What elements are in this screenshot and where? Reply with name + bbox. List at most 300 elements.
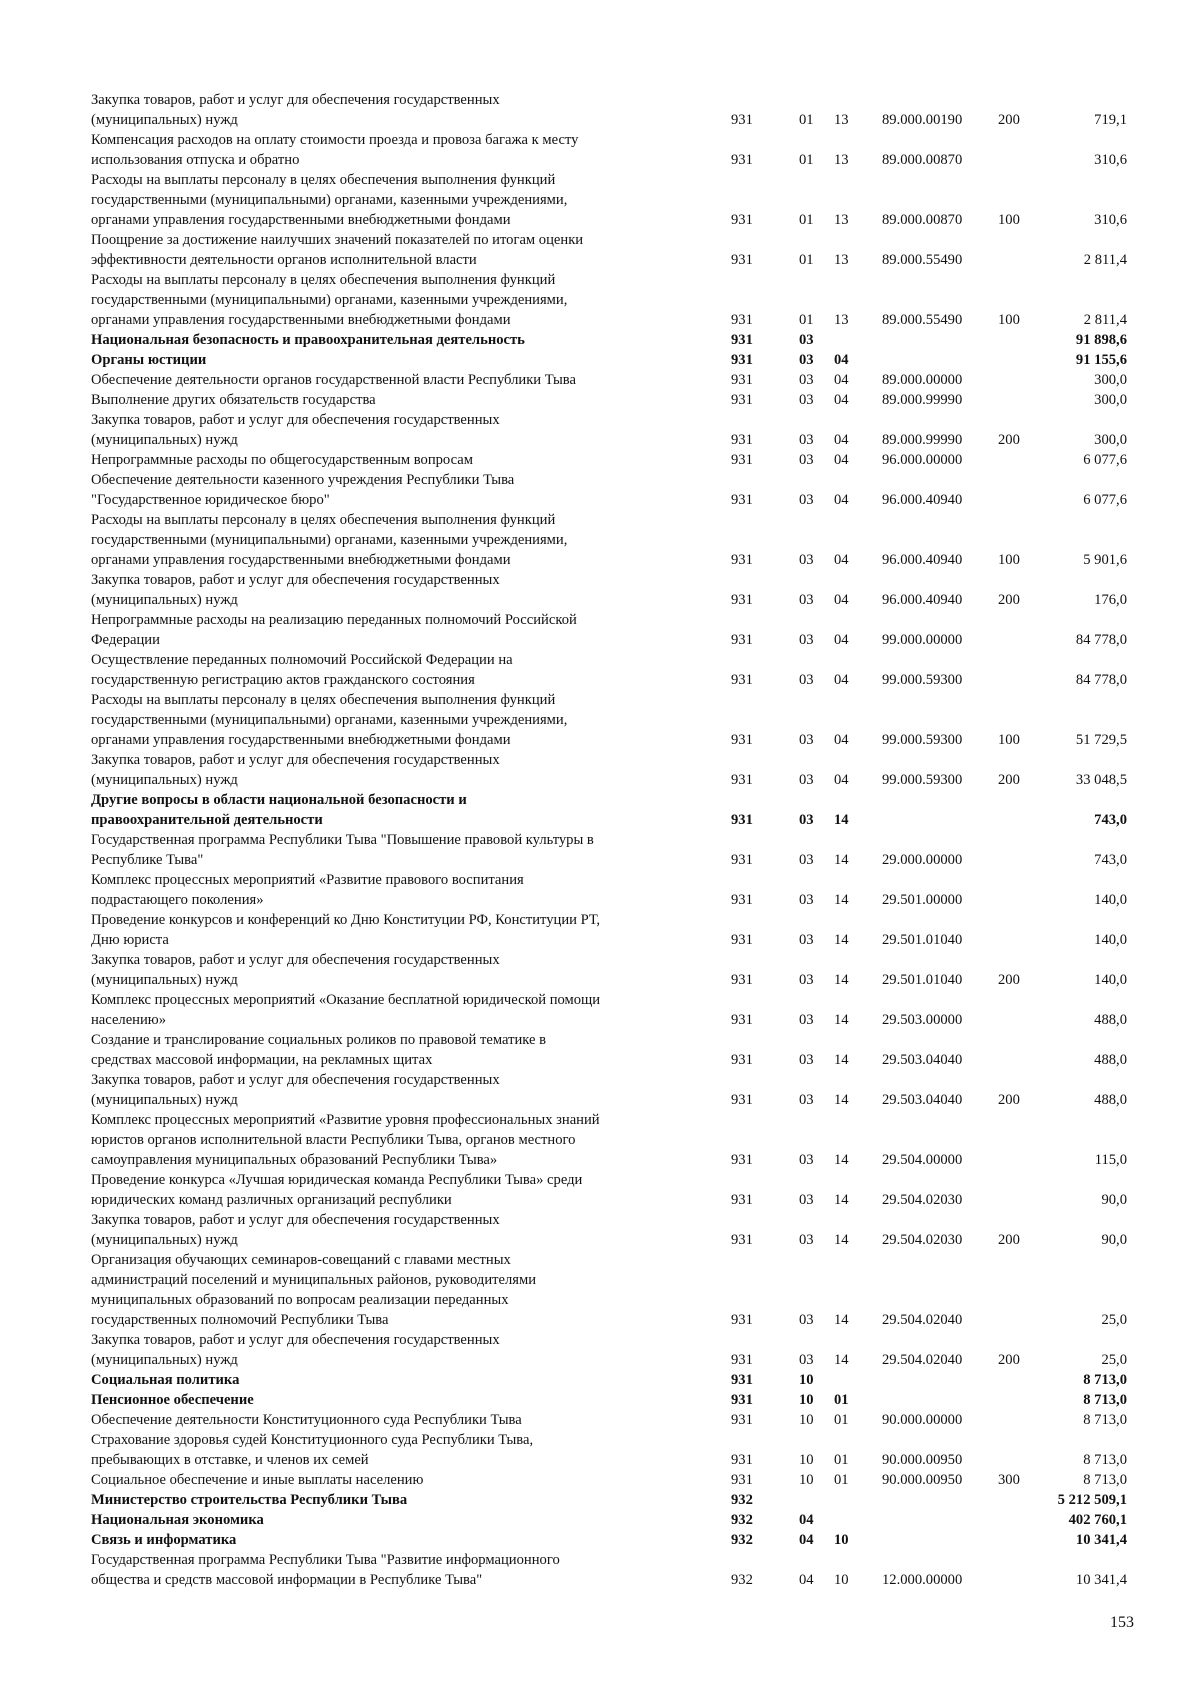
row-ministry-code: 931 xyxy=(731,352,753,368)
row-amount: 300,0 xyxy=(1094,372,1127,388)
row-expense-type xyxy=(992,450,1036,470)
row-ministry-code: 931 xyxy=(731,812,753,828)
row-subsection-code: 14 xyxy=(834,1152,849,1168)
row-expense-type xyxy=(992,990,1036,1030)
row-amount: 10 341,4 xyxy=(1075,1572,1127,1588)
row-amount: 140,0 xyxy=(1094,892,1127,908)
row-target-article: 89.000.00000 xyxy=(882,372,963,388)
row-expense-type: 200 xyxy=(998,432,1020,448)
row-ministry-code: 931 xyxy=(731,1392,753,1408)
budget-table-container xyxy=(91,90,1141,1590)
row-ministry-code: 931 xyxy=(731,1052,753,1068)
row-subsection-code: 13 xyxy=(834,152,849,168)
row-name: Обеспечение деятельности казенного учреждения Республики Тыва "Государственное юридическое бюро" xyxy=(91,472,515,508)
row-section-code: 10 xyxy=(799,1452,814,1468)
row-amount: 6 077,6 xyxy=(1083,492,1127,508)
table-row xyxy=(91,1110,1141,1170)
row-name: Государственная программа Республики Тыва "Развитие информационного общества и средств массовой информации в Республике Тыва" xyxy=(91,1552,560,1588)
row-section-code: 03 xyxy=(799,1152,814,1168)
row-target-article xyxy=(870,790,992,830)
row-expense-type xyxy=(992,790,1036,830)
table-row xyxy=(91,1510,1141,1530)
row-ministry-code: 931 xyxy=(731,312,753,328)
table-row xyxy=(91,1530,1141,1550)
row-amount: 51 729,5 xyxy=(1075,732,1127,748)
row-ministry-code: 931 xyxy=(731,392,753,408)
row-amount: 402 760,1 xyxy=(1068,1512,1127,1528)
row-name: Обеспечение деятельности органов государственной власти Республики Тыва xyxy=(91,372,576,388)
row-name: Закупка товаров, работ и услуг для обеспечения государственных (муниципальных) нужд xyxy=(91,952,500,988)
row-subsection-code: 01 xyxy=(834,1452,849,1468)
row-target-article: 89.000.55490 xyxy=(882,312,963,328)
row-ministry-code: 931 xyxy=(731,1352,753,1368)
table-row xyxy=(91,1370,1141,1390)
row-subsection-code: 14 xyxy=(834,812,849,828)
row-amount: 8 713,0 xyxy=(1083,1452,1127,1468)
row-amount: 115,0 xyxy=(1094,1152,1127,1168)
row-subsection-code xyxy=(829,330,870,350)
row-ministry-code: 931 xyxy=(731,972,753,988)
row-amount: 2 811,4 xyxy=(1083,312,1127,328)
row-expense-type xyxy=(992,1530,1036,1550)
row-ministry-code: 931 xyxy=(731,152,753,168)
row-target-article: 29.000.00000 xyxy=(882,852,963,868)
row-expense-type xyxy=(992,1030,1036,1070)
row-name: Социальное обеспечение и иные выплаты населению xyxy=(91,1472,424,1488)
row-subsection-code: 10 xyxy=(834,1532,849,1548)
row-amount: 91 155,6 xyxy=(1075,352,1127,368)
row-expense-type: 200 xyxy=(998,772,1020,788)
row-amount: 90,0 xyxy=(1101,1192,1127,1208)
budget-table-body xyxy=(91,90,1141,1590)
row-name: Компенсация расходов на оплату стоимости проезда и провоза багажа к месту использования отпуска и обратно xyxy=(91,132,579,168)
row-target-article xyxy=(870,1490,992,1510)
table-row xyxy=(91,650,1141,690)
row-section-code: 03 xyxy=(799,772,814,788)
row-amount: 488,0 xyxy=(1094,1092,1127,1108)
row-ministry-code: 932 xyxy=(731,1532,753,1548)
row-section-code: 03 xyxy=(799,1192,814,1208)
row-amount: 176,0 xyxy=(1094,592,1127,608)
row-ministry-code: 931 xyxy=(731,1192,753,1208)
row-amount: 140,0 xyxy=(1094,932,1127,948)
page-number: 153 xyxy=(1110,1614,1134,1631)
row-ministry-code: 931 xyxy=(731,1452,753,1468)
row-expense-type xyxy=(992,1110,1036,1170)
row-subsection-code: 14 xyxy=(834,852,849,868)
row-expense-type xyxy=(992,350,1036,370)
table-row xyxy=(91,870,1141,910)
row-section-code: 10 xyxy=(799,1412,814,1428)
row-amount: 90,0 xyxy=(1101,1232,1127,1248)
row-name: Закупка товаров, работ и услуг для обеспечения государственных (муниципальных) нужд xyxy=(91,1212,500,1248)
table-row xyxy=(91,470,1141,510)
row-ministry-code: 931 xyxy=(731,1232,753,1248)
table-row xyxy=(91,1250,1141,1330)
row-target-article: 99.000.59300 xyxy=(882,672,963,688)
table-row xyxy=(91,910,1141,950)
row-name: Проведение конкурсов и конференций ко Дню Конституции РФ, Конституции РТ, Дню юриста xyxy=(91,912,601,948)
row-ministry-code: 932 xyxy=(731,1512,753,1528)
row-target-article xyxy=(870,1390,992,1410)
row-amount: 743,0 xyxy=(1094,812,1127,828)
row-amount: 8 713,0 xyxy=(1083,1412,1127,1428)
row-target-article: 96.000.00000 xyxy=(882,452,963,468)
row-target-article: 96.000.40940 xyxy=(882,592,963,608)
table-row xyxy=(91,370,1141,390)
row-subsection-code xyxy=(829,1490,870,1510)
row-section-code: 10 xyxy=(799,1392,814,1408)
row-amount: 5 901,6 xyxy=(1083,552,1127,568)
table-row xyxy=(91,1490,1141,1510)
row-ministry-code: 931 xyxy=(731,432,753,448)
row-section-code: 03 xyxy=(799,812,814,828)
row-subsection-code: 14 xyxy=(834,972,849,988)
row-target-article: 29.504.02030 xyxy=(882,1232,963,1248)
row-expense-type xyxy=(992,1250,1036,1330)
row-subsection-code xyxy=(829,1370,870,1390)
row-subsection-code: 01 xyxy=(834,1472,849,1488)
row-name: Создание и транслирование социальных роликов по правовой тематике в средствах массовой информации, на рекламных щитах xyxy=(91,1032,547,1068)
row-target-article: 90.000.00950 xyxy=(882,1472,963,1488)
row-subsection-code: 04 xyxy=(834,492,849,508)
table-row xyxy=(91,170,1141,230)
row-amount: 488,0 xyxy=(1094,1052,1127,1068)
row-ministry-code: 931 xyxy=(731,1372,753,1388)
row-target-article: 89.000.99990 xyxy=(882,432,963,448)
row-amount: 140,0 xyxy=(1094,972,1127,988)
table-row xyxy=(91,230,1141,270)
row-ministry-code: 932 xyxy=(731,1572,753,1588)
row-name: Национальная экономика xyxy=(91,1512,264,1528)
row-expense-type xyxy=(992,1170,1036,1210)
row-section-code: 10 xyxy=(799,1372,814,1388)
row-expense-type xyxy=(992,1550,1036,1590)
row-amount: 310,6 xyxy=(1094,212,1127,228)
row-target-article: 29.503.04040 xyxy=(882,1052,963,1068)
row-section-code xyxy=(775,1490,829,1510)
row-section-code: 03 xyxy=(799,392,814,408)
row-target-article: 96.000.40940 xyxy=(882,552,963,568)
row-ministry-code: 931 xyxy=(731,212,753,228)
row-amount: 5 212 509,1 xyxy=(1057,1492,1127,1508)
row-subsection-code: 01 xyxy=(834,1392,849,1408)
row-expense-type: 100 xyxy=(998,212,1020,228)
row-subsection-code: 01 xyxy=(834,1412,849,1428)
row-ministry-code: 931 xyxy=(731,1092,753,1108)
row-expense-type xyxy=(992,1370,1036,1390)
row-ministry-code: 931 xyxy=(731,732,753,748)
row-section-code: 03 xyxy=(799,632,814,648)
row-ministry-code: 931 xyxy=(731,1152,753,1168)
row-ministry-code: 931 xyxy=(731,932,753,948)
row-target-article: 29.503.04040 xyxy=(882,1092,963,1108)
row-target-article xyxy=(870,330,992,350)
table-row xyxy=(91,270,1141,330)
row-subsection-code: 14 xyxy=(834,1232,849,1248)
row-subsection-code: 04 xyxy=(834,672,849,688)
row-name: Комплекс процессных мероприятий «Оказание бесплатной юридической помощи населению» xyxy=(91,992,601,1028)
row-ministry-code: 931 xyxy=(731,372,753,388)
row-expense-type: 200 xyxy=(998,592,1020,608)
row-amount: 488,0 xyxy=(1094,1012,1127,1028)
row-target-article: 89.000.00190 xyxy=(882,112,963,128)
row-expense-type xyxy=(992,610,1036,650)
table-row xyxy=(91,130,1141,170)
row-expense-type: 300 xyxy=(998,1472,1020,1488)
table-row xyxy=(91,1390,1141,1410)
table-row xyxy=(91,330,1141,350)
row-name: Закупка товаров, работ и услуг для обеспечения государственных (муниципальных) нужд xyxy=(91,572,500,608)
table-row xyxy=(91,350,1141,370)
row-section-code: 04 xyxy=(799,1532,814,1548)
row-name: Социальная политика xyxy=(91,1372,240,1388)
row-section-code: 03 xyxy=(799,672,814,688)
row-section-code: 03 xyxy=(799,892,814,908)
row-ministry-code: 931 xyxy=(731,672,753,688)
row-subsection-code: 14 xyxy=(834,1192,849,1208)
row-section-code: 03 xyxy=(799,1312,814,1328)
table-row xyxy=(91,690,1141,750)
row-expense-type xyxy=(992,230,1036,270)
row-subsection-code: 04 xyxy=(834,632,849,648)
row-subsection-code: 14 xyxy=(834,1312,849,1328)
row-subsection-code: 13 xyxy=(834,212,849,228)
row-expense-type xyxy=(992,470,1036,510)
row-expense-type: 200 xyxy=(998,112,1020,128)
row-ministry-code: 932 xyxy=(731,1492,753,1508)
table-row xyxy=(91,1070,1141,1110)
row-section-code: 03 xyxy=(799,932,814,948)
row-section-code: 01 xyxy=(799,112,814,128)
row-target-article: 29.503.00000 xyxy=(882,1012,963,1028)
row-amount: 8 713,0 xyxy=(1083,1472,1127,1488)
table-row xyxy=(91,1550,1141,1590)
row-expense-type: 100 xyxy=(998,552,1020,568)
row-target-article: 96.000.40940 xyxy=(882,492,963,508)
row-amount: 8 713,0 xyxy=(1083,1372,1127,1388)
table-row xyxy=(91,390,1141,410)
row-target-article: 29.501.00000 xyxy=(882,892,963,908)
row-name: Комплекс процессных мероприятий «Развитие правового воспитания подрастающего поколения» xyxy=(91,872,524,908)
row-amount: 8 713,0 xyxy=(1083,1392,1127,1408)
row-amount: 300,0 xyxy=(1094,432,1127,448)
row-subsection-code: 14 xyxy=(834,892,849,908)
row-section-code: 03 xyxy=(799,552,814,568)
row-target-article: 89.000.55490 xyxy=(882,252,963,268)
row-target-article: 99.000.00000 xyxy=(882,632,963,648)
row-name: Органы юстиции xyxy=(91,352,207,368)
row-subsection-code: 13 xyxy=(834,312,849,328)
row-target-article: 29.504.02040 xyxy=(882,1352,963,1368)
row-name: Связь и информатика xyxy=(91,1532,237,1548)
row-ministry-code: 931 xyxy=(731,852,753,868)
row-name: Комплекс процессных мероприятий «Развитие уровня профессиональных знаний юристов органов исполнительной власти Республики Тыва, органов местного самоуправления муниципальных образований Республики Тыва» xyxy=(91,1112,600,1168)
row-name: Закупка товаров, работ и услуг для обеспечения государственных (муниципальных) нужд xyxy=(91,1332,500,1368)
row-expense-type xyxy=(992,370,1036,390)
row-name: Непрограммные расходы по общегосударственным вопросам xyxy=(91,452,473,468)
row-section-code: 10 xyxy=(799,1472,814,1488)
row-section-code: 04 xyxy=(799,1512,814,1528)
row-target-article: 12.000.00000 xyxy=(882,1572,963,1588)
row-section-code: 03 xyxy=(799,1092,814,1108)
row-name: Закупка товаров, работ и услуг для обеспечения государственных (муниципальных) нужд xyxy=(91,752,500,788)
row-subsection-code: 10 xyxy=(834,1572,849,1588)
row-expense-type: 200 xyxy=(998,1232,1020,1248)
row-section-code: 04 xyxy=(799,1572,814,1588)
row-target-article: 99.000.59300 xyxy=(882,772,963,788)
row-expense-type: 100 xyxy=(998,312,1020,328)
row-expense-type xyxy=(992,910,1036,950)
row-target-article xyxy=(870,1370,992,1390)
row-section-code: 01 xyxy=(799,252,814,268)
row-section-code: 01 xyxy=(799,152,814,168)
row-target-article xyxy=(870,1510,992,1530)
row-expense-type xyxy=(992,1430,1036,1470)
table-row xyxy=(91,450,1141,470)
row-subsection-code: 04 xyxy=(834,552,849,568)
row-target-article: 29.504.02040 xyxy=(882,1312,963,1328)
row-expense-type xyxy=(992,1390,1036,1410)
table-row xyxy=(91,90,1141,130)
row-section-code: 03 xyxy=(799,852,814,868)
row-subsection-code: 13 xyxy=(834,252,849,268)
row-section-code: 03 xyxy=(799,732,814,748)
row-target-article: 29.504.00000 xyxy=(882,1152,963,1168)
row-expense-type: 200 xyxy=(998,972,1020,988)
row-subsection-code: 14 xyxy=(834,1352,849,1368)
row-amount: 84 778,0 xyxy=(1075,632,1127,648)
row-subsection-code: 04 xyxy=(834,372,849,388)
row-subsection-code: 04 xyxy=(834,352,849,368)
row-name: Расходы на выплаты персоналу в целях обеспечения выполнения функций государственными (муниципальными) органами, казенными учреждениями, органами управления государственными внебюджетными фондами xyxy=(91,512,568,568)
row-ministry-code: 931 xyxy=(731,452,753,468)
row-name: Государственная программа Республики Тыва "Повышение правовой культуры в Республике Тыва" xyxy=(91,832,594,868)
table-row xyxy=(91,1330,1141,1370)
row-ministry-code: 931 xyxy=(731,552,753,568)
row-target-article: 89.000.00870 xyxy=(882,152,963,168)
row-target-article: 90.000.00000 xyxy=(882,1412,963,1428)
row-ministry-code: 931 xyxy=(731,632,753,648)
table-row xyxy=(91,1030,1141,1070)
row-expense-type xyxy=(992,330,1036,350)
row-section-code: 03 xyxy=(799,492,814,508)
table-row xyxy=(91,610,1141,650)
table-row xyxy=(91,410,1141,450)
row-name: Непрограммные расходы на реализацию переданных полномочий Российской Федерации xyxy=(91,612,577,648)
row-amount: 25,0 xyxy=(1101,1352,1127,1368)
row-target-article: 89.000.99990 xyxy=(882,392,963,408)
table-row xyxy=(91,790,1141,830)
row-section-code: 03 xyxy=(799,332,814,348)
row-subsection-code: 04 xyxy=(834,432,849,448)
row-ministry-code: 931 xyxy=(731,1312,753,1328)
row-target-article: 29.504.02030 xyxy=(882,1192,963,1208)
row-amount: 300,0 xyxy=(1094,392,1127,408)
row-target-article: 90.000.00950 xyxy=(882,1452,963,1468)
row-expense-type xyxy=(992,650,1036,690)
row-ministry-code: 931 xyxy=(731,252,753,268)
table-row xyxy=(91,1210,1141,1250)
row-ministry-code: 931 xyxy=(731,772,753,788)
row-amount: 6 077,6 xyxy=(1083,452,1127,468)
row-amount: 10 341,4 xyxy=(1075,1532,1127,1548)
row-amount: 84 778,0 xyxy=(1075,672,1127,688)
row-ministry-code: 931 xyxy=(731,1472,753,1488)
row-ministry-code: 931 xyxy=(731,1412,753,1428)
row-target-article: 99.000.59300 xyxy=(882,732,963,748)
row-expense-type xyxy=(992,1490,1036,1510)
row-amount: 2 811,4 xyxy=(1083,252,1127,268)
row-name: Национальная безопасность и правоохранительная деятельность xyxy=(91,332,525,348)
row-section-code: 03 xyxy=(799,432,814,448)
row-subsection-code: 04 xyxy=(834,452,849,468)
row-expense-type xyxy=(992,1510,1036,1530)
table-row xyxy=(91,1430,1141,1470)
row-name: Министерство строительства Республики Тыва xyxy=(91,1492,408,1508)
row-subsection-code: 04 xyxy=(834,772,849,788)
table-row xyxy=(91,750,1141,790)
table-row xyxy=(91,990,1141,1030)
row-expense-type xyxy=(992,830,1036,870)
table-row xyxy=(91,570,1141,610)
row-section-code: 03 xyxy=(799,1352,814,1368)
row-section-code: 03 xyxy=(799,1232,814,1248)
row-subsection-code: 04 xyxy=(834,732,849,748)
row-name: Закупка товаров, работ и услуг для обеспечения государственных (муниципальных) нужд xyxy=(91,412,500,448)
budget-table xyxy=(91,90,1141,1590)
row-ministry-code: 931 xyxy=(731,112,753,128)
table-row xyxy=(91,830,1141,870)
row-section-code: 01 xyxy=(799,212,814,228)
row-subsection-code: 14 xyxy=(834,1012,849,1028)
row-expense-type xyxy=(992,1410,1036,1430)
row-section-code: 03 xyxy=(799,592,814,608)
row-target-article xyxy=(870,350,992,370)
row-section-code: 03 xyxy=(799,972,814,988)
row-subsection-code: 14 xyxy=(834,932,849,948)
row-name: Обеспечение деятельности Конституционного суда Республики Тыва xyxy=(91,1412,522,1428)
row-expense-type xyxy=(992,390,1036,410)
row-name: Закупка товаров, работ и услуг для обеспечения государственных (муниципальных) нужд xyxy=(91,92,500,128)
row-target-article xyxy=(870,1530,992,1550)
row-name: Расходы на выплаты персоналу в целях обеспечения выполнения функций государственными (муниципальными) органами, казенными учреждениями, органами управления государственными внебюджетными фондами xyxy=(91,172,568,228)
table-row xyxy=(91,1170,1141,1210)
row-ministry-code: 931 xyxy=(731,492,753,508)
row-section-code: 03 xyxy=(799,1052,814,1068)
row-subsection-code: 14 xyxy=(834,1092,849,1108)
row-ministry-code: 931 xyxy=(731,332,753,348)
row-name: Другие вопросы в области национальной безопасности и правоохранительной деятельности xyxy=(91,792,467,828)
row-ministry-code: 931 xyxy=(731,892,753,908)
row-name: Расходы на выплаты персоналу в целях обеспечения выполнения функций государственными (муниципальными) органами, казенными учреждениями, органами управления государственными внебюджетными фондами xyxy=(91,692,568,748)
row-section-code: 03 xyxy=(799,372,814,388)
row-name: Выполнение других обязательств государства xyxy=(91,392,376,408)
row-amount: 33 048,5 xyxy=(1075,772,1127,788)
row-name: Осуществление переданных полномочий Российской Федерации на государственную регистрацию актов гражданского состояния xyxy=(91,652,513,688)
row-amount: 719,1 xyxy=(1094,112,1127,128)
row-expense-type: 100 xyxy=(998,732,1020,748)
table-row xyxy=(91,1470,1141,1490)
row-name: Расходы на выплаты персоналу в целях обеспечения выполнения функций государственными (муниципальными) органами, казенными учреждениями, органами управления государственными внебюджетными фондами xyxy=(91,272,568,328)
row-name: Пенсионное обеспечение xyxy=(91,1392,254,1408)
row-subsection-code xyxy=(829,1510,870,1530)
row-subsection-code: 04 xyxy=(834,592,849,608)
row-name: Поощрение за достижение наилучших значений показателей по итогам оценки эффективности деятельности органов исполнительной власти xyxy=(91,232,584,268)
row-section-code: 03 xyxy=(799,352,814,368)
row-amount: 91 898,6 xyxy=(1075,332,1127,348)
row-subsection-code: 14 xyxy=(834,1052,849,1068)
